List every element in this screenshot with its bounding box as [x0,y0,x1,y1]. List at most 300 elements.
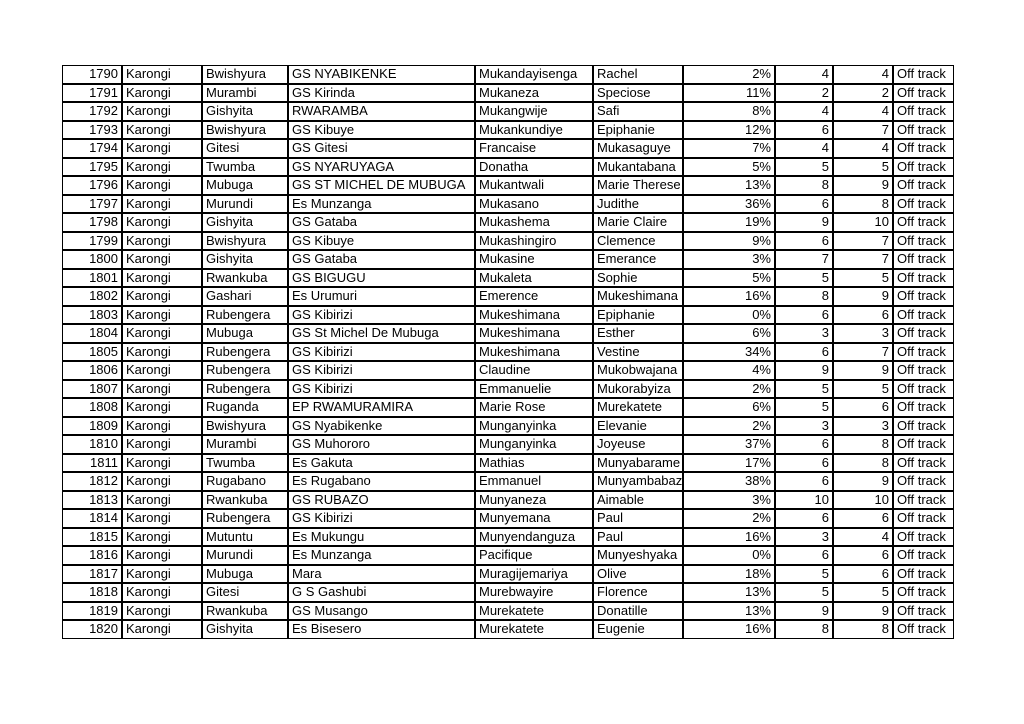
cell-first-name: Aimable [593,491,683,510]
cell-score-a: 9 [775,361,833,380]
cell-school: GS NYABIKENKE [288,65,475,84]
cell-row-number: 1797 [62,195,122,214]
cell-percent: 16% [683,620,775,639]
cell-percent: 2% [683,65,775,84]
cell-surname: Murekatete [475,602,593,621]
cell-row-number: 1799 [62,232,122,251]
cell-score-b: 8 [833,454,893,473]
cell-district: Karongi [122,269,202,288]
cell-row-number: 1813 [62,491,122,510]
cell-first-name: Marie Claire [593,213,683,232]
cell-percent: 5% [683,158,775,177]
cell-score-a: 3 [775,324,833,343]
cell-score-b: 5 [833,158,893,177]
cell-sector: Gitesi [202,583,288,602]
cell-percent: 38% [683,472,775,491]
cell-row-number: 1811 [62,454,122,473]
cell-first-name: Elevanie [593,417,683,436]
table-row [62,176,954,195]
cell-score-a: 8 [775,287,833,306]
cell-surname: Francaise [475,139,593,158]
cell-score-a: 5 [775,380,833,399]
cell-sector: Murambi [202,84,288,103]
table-row [62,269,954,288]
cell-district: Karongi [122,121,202,140]
cell-percent: 13% [683,583,775,602]
cell-score-b: 4 [833,65,893,84]
cell-district: Karongi [122,398,202,417]
cell-score-b: 2 [833,84,893,103]
cell-sector: Rubengera [202,306,288,325]
cell-district: Karongi [122,176,202,195]
cell-school: GS Gitesi [288,139,475,158]
table-row [62,546,954,565]
cell-status: Off track [893,435,954,454]
cell-row-number: 1794 [62,139,122,158]
cell-surname: Marie Rose [475,398,593,417]
cell-status: Off track [893,454,954,473]
cell-surname: Mukaneza [475,84,593,103]
cell-first-name: Clemence [593,232,683,251]
cell-first-name: Mukantabana [593,158,683,177]
cell-status: Off track [893,509,954,528]
cell-percent: 3% [683,491,775,510]
cell-score-b: 7 [833,343,893,362]
cell-score-a: 6 [775,435,833,454]
cell-score-b: 6 [833,509,893,528]
cell-district: Karongi [122,454,202,473]
cell-first-name: Judithe [593,195,683,214]
cell-percent: 37% [683,435,775,454]
cell-row-number: 1809 [62,417,122,436]
cell-sector: Murundi [202,546,288,565]
cell-district: Karongi [122,528,202,547]
cell-sector: Rwankuba [202,491,288,510]
table-row [62,343,954,362]
cell-first-name: Munyabarame [593,454,683,473]
cell-first-name: Mukorabyiza [593,380,683,399]
cell-sector: Bwishyura [202,417,288,436]
table-body [62,65,954,639]
cell-status: Off track [893,139,954,158]
table-row [62,620,954,639]
cell-surname: Mukasano [475,195,593,214]
cell-percent: 6% [683,398,775,417]
cell-row-number: 1790 [62,65,122,84]
table-row [62,139,954,158]
cell-sector: Rubengera [202,509,288,528]
cell-score-b: 8 [833,435,893,454]
cell-score-a: 7 [775,250,833,269]
cell-status: Off track [893,398,954,417]
cell-status: Off track [893,417,954,436]
cell-first-name: Marie Therese [593,176,683,195]
cell-surname: Mukashingiro [475,232,593,251]
table-row [62,306,954,325]
cell-district: Karongi [122,250,202,269]
cell-score-b: 5 [833,269,893,288]
cell-district: Karongi [122,602,202,621]
cell-score-b: 4 [833,528,893,547]
cell-percent: 5% [683,269,775,288]
cell-row-number: 1820 [62,620,122,639]
cell-school: GS NYARUYAGA [288,158,475,177]
cell-status: Off track [893,121,954,140]
cell-score-b: 9 [833,287,893,306]
table-row [62,121,954,140]
cell-surname: Murebwayire [475,583,593,602]
cell-district: Karongi [122,84,202,103]
cell-sector: Bwishyura [202,65,288,84]
cell-sector: Bwishyura [202,121,288,140]
cell-first-name: Munyeshyaka [593,546,683,565]
cell-surname: Mukeshimana [475,343,593,362]
cell-score-a: 6 [775,454,833,473]
cell-status: Off track [893,232,954,251]
cell-status: Off track [893,213,954,232]
table-row [62,602,954,621]
cell-district: Karongi [122,343,202,362]
cell-percent: 0% [683,546,775,565]
table-row [62,232,954,251]
cell-sector: Rwankuba [202,269,288,288]
cell-school: Es Urumuri [288,287,475,306]
cell-row-number: 1808 [62,398,122,417]
cell-sector: Rubengera [202,361,288,380]
cell-surname: Mukankundiye [475,121,593,140]
cell-surname: Munganyinka [475,435,593,454]
cell-status: Off track [893,269,954,288]
cell-status: Off track [893,620,954,639]
cell-surname: Emmanuelie [475,380,593,399]
cell-score-a: 9 [775,602,833,621]
table-row [62,84,954,103]
cell-score-b: 6 [833,546,893,565]
cell-score-b: 6 [833,565,893,584]
table-row [62,435,954,454]
table-row [62,417,954,436]
cell-status: Off track [893,583,954,602]
cell-sector: Ruganda [202,398,288,417]
cell-first-name: Speciose [593,84,683,103]
cell-school: GS Kibirizi [288,343,475,362]
cell-score-a: 5 [775,158,833,177]
cell-percent: 36% [683,195,775,214]
cell-score-a: 6 [775,195,833,214]
cell-school: EP RWAMURAMIRA [288,398,475,417]
table-row [62,361,954,380]
cell-first-name: Rachel [593,65,683,84]
cell-first-name: Murekatete [593,398,683,417]
cell-score-a: 4 [775,139,833,158]
cell-score-b: 4 [833,102,893,121]
cell-district: Karongi [122,435,202,454]
cell-district: Karongi [122,306,202,325]
cell-surname: Donatha [475,158,593,177]
cell-score-a: 3 [775,528,833,547]
cell-sector: Mubuga [202,565,288,584]
cell-status: Off track [893,250,954,269]
cell-score-b: 3 [833,324,893,343]
cell-row-number: 1792 [62,102,122,121]
cell-school: GS Kibirizi [288,380,475,399]
cell-school: Mara [288,565,475,584]
data-table [62,65,954,639]
cell-district: Karongi [122,380,202,399]
table-row [62,398,954,417]
cell-row-number: 1819 [62,602,122,621]
cell-district: Karongi [122,195,202,214]
cell-score-b: 4 [833,139,893,158]
cell-score-b: 9 [833,361,893,380]
cell-score-a: 5 [775,398,833,417]
cell-status: Off track [893,65,954,84]
cell-row-number: 1814 [62,509,122,528]
cell-school: GS Kibirizi [288,361,475,380]
cell-school: Es Gakuta [288,454,475,473]
cell-percent: 12% [683,121,775,140]
cell-score-a: 3 [775,417,833,436]
cell-status: Off track [893,287,954,306]
cell-sector: Mutuntu [202,528,288,547]
cell-score-b: 3 [833,417,893,436]
cell-district: Karongi [122,620,202,639]
cell-score-a: 9 [775,213,833,232]
table-row [62,287,954,306]
cell-first-name: Joyeuse [593,435,683,454]
cell-sector: Gishyita [202,213,288,232]
cell-status: Off track [893,102,954,121]
cell-row-number: 1817 [62,565,122,584]
cell-surname: Mukashema [475,213,593,232]
cell-sector: Gitesi [202,139,288,158]
cell-score-a: 6 [775,232,833,251]
cell-status: Off track [893,472,954,491]
table-row [62,491,954,510]
table-row [62,380,954,399]
cell-percent: 2% [683,380,775,399]
cell-percent: 7% [683,139,775,158]
cell-school: G S Gashubi [288,583,475,602]
cell-first-name: Safi [593,102,683,121]
cell-surname: Claudine [475,361,593,380]
cell-score-a: 5 [775,583,833,602]
cell-district: Karongi [122,213,202,232]
cell-row-number: 1803 [62,306,122,325]
cell-status: Off track [893,602,954,621]
cell-school: GS RUBAZO [288,491,475,510]
cell-first-name: Paul [593,509,683,528]
cell-score-a: 6 [775,509,833,528]
cell-sector: Gishyita [202,102,288,121]
table-row [62,324,954,343]
cell-percent: 11% [683,84,775,103]
cell-school: GS ST MICHEL DE MUBUGA [288,176,475,195]
cell-score-a: 2 [775,84,833,103]
cell-status: Off track [893,84,954,103]
cell-first-name: Munyambabaz [593,472,683,491]
cell-district: Karongi [122,565,202,584]
cell-surname: Pacifique [475,546,593,565]
cell-first-name: Mukobwajana [593,361,683,380]
cell-score-b: 7 [833,121,893,140]
cell-surname: Mathias [475,454,593,473]
cell-percent: 19% [683,213,775,232]
cell-row-number: 1796 [62,176,122,195]
cell-first-name: Vestine [593,343,683,362]
table-row [62,509,954,528]
cell-sector: Mubuga [202,176,288,195]
cell-score-a: 4 [775,65,833,84]
cell-surname: Munganyinka [475,417,593,436]
cell-sector: Rubengera [202,343,288,362]
cell-school: GS BIGUGU [288,269,475,288]
cell-first-name: Mukeshimana [593,287,683,306]
cell-first-name: Epiphanie [593,306,683,325]
cell-status: Off track [893,361,954,380]
cell-score-a: 6 [775,546,833,565]
cell-surname: Mukeshimana [475,306,593,325]
cell-row-number: 1802 [62,287,122,306]
cell-school: GS Kibirizi [288,509,475,528]
cell-status: Off track [893,565,954,584]
cell-school: Es Bisesero [288,620,475,639]
cell-district: Karongi [122,139,202,158]
cell-school: GS Kibuye [288,232,475,251]
cell-row-number: 1816 [62,546,122,565]
cell-percent: 16% [683,287,775,306]
cell-percent: 0% [683,306,775,325]
cell-school: RWARAMBA [288,102,475,121]
cell-sector: Murambi [202,435,288,454]
cell-sector: Murundi [202,195,288,214]
cell-score-a: 6 [775,343,833,362]
cell-status: Off track [893,528,954,547]
cell-row-number: 1812 [62,472,122,491]
cell-district: Karongi [122,361,202,380]
cell-score-a: 4 [775,102,833,121]
table-row [62,454,954,473]
cell-school: GS St Michel De Mubuga [288,324,475,343]
cell-status: Off track [893,546,954,565]
cell-score-b: 8 [833,620,893,639]
cell-district: Karongi [122,324,202,343]
cell-surname: Mukantwali [475,176,593,195]
cell-status: Off track [893,306,954,325]
cell-district: Karongi [122,417,202,436]
cell-percent: 16% [683,528,775,547]
cell-score-b: 6 [833,306,893,325]
cell-status: Off track [893,343,954,362]
cell-surname: Munyemana [475,509,593,528]
cell-score-b: 9 [833,602,893,621]
cell-sector: Mubuga [202,324,288,343]
cell-row-number: 1793 [62,121,122,140]
cell-first-name: Donatille [593,602,683,621]
cell-percent: 34% [683,343,775,362]
cell-row-number: 1805 [62,343,122,362]
cell-school: Es Mukungu [288,528,475,547]
cell-sector: Twumba [202,454,288,473]
cell-score-b: 8 [833,195,893,214]
cell-school: GS Kibuye [288,121,475,140]
table-row [62,583,954,602]
cell-sector: Rwankuba [202,602,288,621]
cell-row-number: 1807 [62,380,122,399]
cell-percent: 4% [683,361,775,380]
cell-row-number: 1800 [62,250,122,269]
cell-row-number: 1810 [62,435,122,454]
cell-sector: Twumba [202,158,288,177]
cell-first-name: Paul [593,528,683,547]
cell-score-b: 9 [833,472,893,491]
table-row [62,213,954,232]
cell-percent: 8% [683,102,775,121]
cell-status: Off track [893,158,954,177]
table-row [62,528,954,547]
cell-row-number: 1804 [62,324,122,343]
cell-score-b: 9 [833,176,893,195]
cell-district: Karongi [122,546,202,565]
table-row [62,565,954,584]
cell-district: Karongi [122,287,202,306]
cell-first-name: Eugenie [593,620,683,639]
table-row [62,102,954,121]
cell-school: GS Musango [288,602,475,621]
table-row [62,158,954,177]
cell-percent: 2% [683,417,775,436]
cell-first-name: Sophie [593,269,683,288]
cell-surname: Munyendanguza [475,528,593,547]
cell-score-a: 5 [775,565,833,584]
cell-row-number: 1815 [62,528,122,547]
cell-surname: Emerence [475,287,593,306]
cell-district: Karongi [122,232,202,251]
table-row [62,65,954,84]
cell-percent: 17% [683,454,775,473]
cell-percent: 18% [683,565,775,584]
cell-percent: 13% [683,176,775,195]
cell-district: Karongi [122,65,202,84]
cell-district: Karongi [122,472,202,491]
cell-first-name: Mukasaguye [593,139,683,158]
cell-percent: 2% [683,509,775,528]
cell-school: Es Munzanga [288,546,475,565]
cell-score-b: 5 [833,583,893,602]
cell-percent: 13% [683,602,775,621]
cell-score-b: 6 [833,398,893,417]
cell-score-b: 7 [833,232,893,251]
cell-score-a: 10 [775,491,833,510]
cell-status: Off track [893,380,954,399]
cell-row-number: 1806 [62,361,122,380]
cell-sector: Gashari [202,287,288,306]
cell-surname: Munyaneza [475,491,593,510]
cell-first-name: Emerance [593,250,683,269]
cell-score-b: 7 [833,250,893,269]
cell-surname: Mukasine [475,250,593,269]
cell-surname: Murekatete [475,620,593,639]
cell-percent: 6% [683,324,775,343]
cell-score-b: 10 [833,213,893,232]
cell-score-b: 5 [833,380,893,399]
cell-status: Off track [893,176,954,195]
cell-row-number: 1791 [62,84,122,103]
cell-score-a: 5 [775,269,833,288]
cell-school: GS Kibirizi [288,306,475,325]
cell-row-number: 1798 [62,213,122,232]
cell-percent: 3% [683,250,775,269]
